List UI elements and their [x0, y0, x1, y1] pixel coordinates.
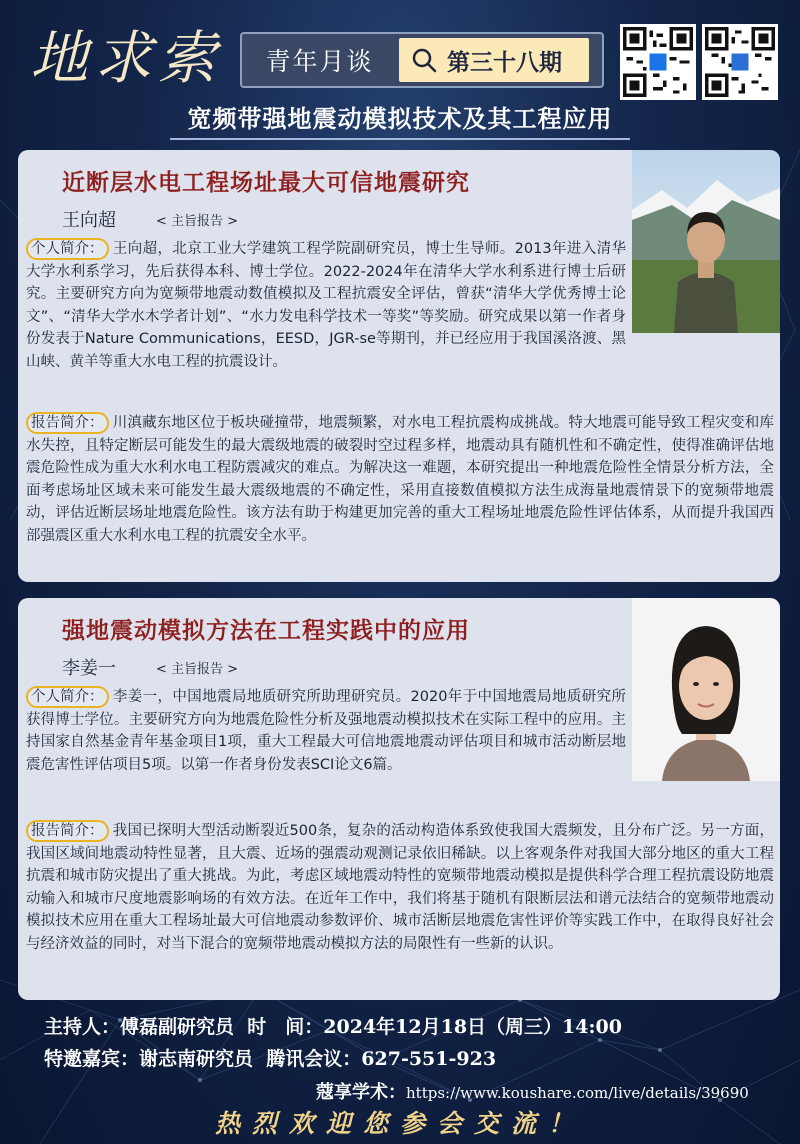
meeting-id: 627-551-923	[361, 1048, 497, 1070]
speaker-role: < 主旨报告 >	[156, 214, 239, 229]
host-label: 主持人：	[44, 1016, 121, 1038]
abstract-label: 报告简介：	[26, 820, 109, 842]
speaker-bio	[26, 238, 626, 373]
guest-meeting-row	[44, 1044, 496, 1071]
welcome-banner: 热烈欢迎您参会交流！	[214, 1109, 585, 1138]
talk-title: 近断层水电工程场址最大可信地震研究	[62, 169, 470, 196]
live-url-link[interactable]: https://www.koushare.com/live/details/39690	[406, 1084, 749, 1102]
series-title-bar	[240, 32, 604, 88]
abstract-text: 我国已探明大型活动断裂近500条，复杂的活动构造体系致使我国大震频发，且分布广泛。另一方面，我国区域间地震动特性显著，且大震、近场的强震动观测记录依旧稀缺。以上客观条件对我国大部分地区的重大工程抗震和城市防灾提出了重大挑战。为此，考虑区域地震动特性的宽频带地震动模拟是提供科学合理工程抗震设防地震动输入和城市尺度地震影响场的有效方法。在近年工作中，我们将基于随机有限断层法和谱元法结合的宽频带地震动模拟技术应用在重大工程场址最大可信地震动参数评价、城市活断层地震危害性评价等实践工作中，在取得良好社会与经济效益的同时，对当下混合的宽频带地震动模拟方法的局限性有一些新的认识。	[26, 823, 774, 952]
guest-label: 特邀嘉宾：	[44, 1048, 140, 1070]
talk-card-1	[18, 150, 780, 582]
speaker-role: < 主旨报告 >	[156, 662, 239, 677]
qr-code-icon	[620, 24, 696, 100]
host-name: 傅磊副研究员	[120, 1016, 235, 1038]
platform-label: 蔻享学术：	[316, 1082, 406, 1103]
event-time: 2024年12月18日（周三）14:00	[323, 1016, 622, 1038]
qr-code-icon	[702, 24, 778, 100]
bio-label: 个人简介：	[26, 686, 109, 708]
speaker-photo	[632, 598, 780, 781]
time-label: 时 间：	[247, 1016, 324, 1038]
talk-abstract	[26, 820, 774, 955]
talk-abstract	[26, 412, 774, 547]
series-name: 青年月谈	[265, 48, 374, 76]
issue-badge	[399, 38, 589, 82]
speaker-name: 李姜一	[62, 658, 116, 679]
speaker-name: 王向超	[62, 210, 116, 231]
issue-number: 第三十八期	[447, 48, 562, 75]
talk-card-2	[18, 598, 780, 1000]
platform-row	[316, 1078, 749, 1104]
bio-text: 李姜一，中国地震局地质研究所助理研究员。2020年于中国地震局地质研究所获得博士学位。主要研究方向为地震危险性分析及强地震动模拟技术在实际工程中的应用。主持国家自然基金青年基金项目1项，重大工程最大可信地震地震动评估项目和城市活动断层地震危害性评估项目5项。以第一作者身份发表SCI论文6篇。	[26, 689, 626, 773]
host-time-row	[44, 1012, 622, 1039]
speaker-bio	[26, 686, 626, 776]
talk-title: 强地震动模拟方法在工程实践中的应用	[62, 617, 470, 644]
main-title: 宽频带强地震动模拟技术及其工程应用	[170, 100, 630, 140]
search-icon	[409, 45, 439, 75]
meeting-label: 腾讯会议：	[266, 1048, 362, 1070]
guest-name: 谢志南研究员	[139, 1048, 254, 1070]
speaker-photo	[632, 150, 780, 333]
bio-text: 王向超，北京工业大学建筑工程学院副研究员，博士生导师。2013年进入清华大学水利系学习，先后获得本科、博士学位。2022-2024年在清华大学水利系进行博士后研究。主要研究方向为宽频带地震动数值模拟及工程抗震安全评估，曾获“清华大学优秀博士论文”、“清华大学水木学者计划”、“水力发电科学技术一等奖”等奖励。研究成果以第一作者身份发表于Nature Communications，EESD，JGR-se等期刊，并已经应用于我国溪洛渡、黑山峡、黄羊等重大水电工程的抗震设计。	[26, 241, 626, 370]
logo: 地求索	[30, 24, 223, 92]
abstract-label: 报告简介：	[26, 412, 109, 434]
bio-label: 个人简介：	[26, 238, 109, 260]
abstract-text: 川滇藏东地区位于板块碰撞带，地震频繁，对水电工程抗震构成挑战。特大地震可能导致工程灾变和库水失控，且特定断层可能发生的最大震级地震的破裂时空过程多样，地震动具有随机性和不确定性，使得准确评估地震危险性成为重大水利水电工程防震减灾的难点。为解决这一难题，本研究提出一种地震危险性全情景分析方法，全面考虑场址区域未来可能发生最大震级地震的不确定性，采用直接数值模拟方法生成海量地震情景下的宽频带地震动，评估近断层场址地震危险性。该方法有助于构建更加完善的重大工程场址地震危险性评估体系，从而提升我国西部强震区重大水利水电工程的抗震安全水平。	[26, 415, 774, 544]
